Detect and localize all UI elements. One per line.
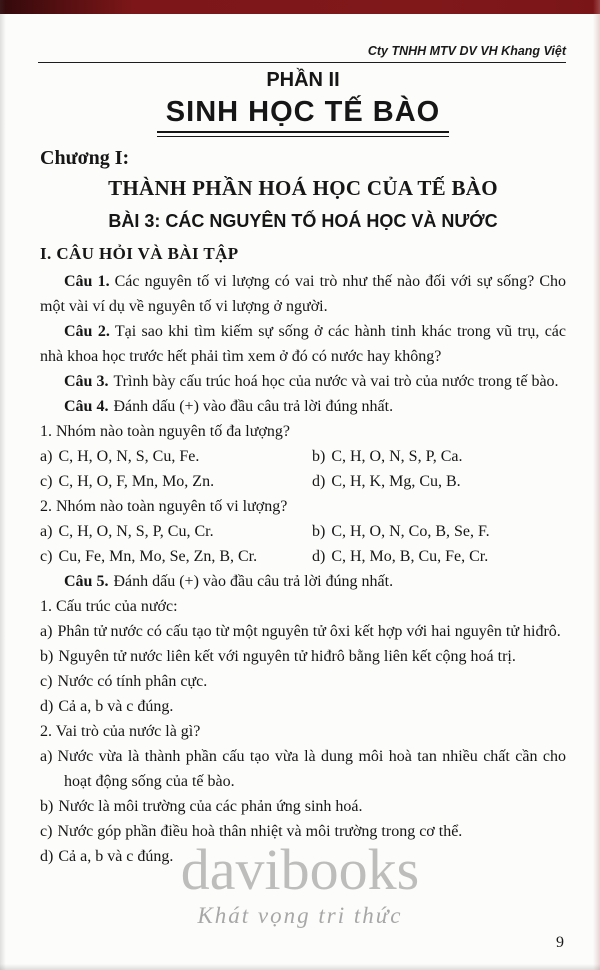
q5-sub1-option-d [40, 694, 566, 719]
option-c [40, 544, 312, 569]
left-page-edge [0, 0, 6, 970]
q5-sub1-option-a [40, 619, 566, 644]
section-heading: I. CÂU HỎI VÀ BÀI TẬP [40, 244, 239, 263]
option-d-label: d) [40, 698, 54, 715]
option-a [40, 444, 312, 469]
option-d [312, 544, 488, 569]
question-3 [40, 369, 566, 394]
option-c-label: c) [40, 823, 53, 840]
option-b-label: b) [312, 448, 326, 465]
question-5-sub-1: 1. Cấu trúc của nước: [40, 598, 178, 615]
option-c-text: Nước góp phần điều hoà thân nhiệt và môi trường trong cơ thể. [57, 823, 463, 840]
watermark-brand: davibooks [180, 837, 420, 902]
chapter-label: Chương I: [40, 147, 130, 169]
top-binding-strip [0, 0, 600, 14]
question-1-text: Các nguyên tố vi lượng có vai trò như thế nào đối với sự sống? Cho một vài ví dụ về nguyên tố vi lượng ở người. [40, 273, 567, 315]
option-a-text: C, H, O, N, S, P, Cu, Cr. [58, 523, 214, 540]
question-5-text: Đánh dấu (+) vào đầu câu trả lời đúng nhất. [113, 573, 394, 590]
option-d-label: d) [312, 548, 326, 565]
question-2 [40, 319, 566, 369]
bottom-page-edge [0, 964, 600, 970]
option-b-text: Nguyên tử nước liên kết với nguyên tử hiđrô bằng liên kết cộng hoá trị. [58, 648, 516, 665]
q5-sub2-option-a [40, 744, 566, 794]
running-header [38, 44, 566, 63]
option-c-text: Nước có tính phân cực. [57, 673, 208, 690]
q5-sub1-option-b [40, 644, 566, 669]
question-list [40, 269, 566, 869]
q5-sub1-option-c [40, 669, 566, 694]
question-4-label: Câu 4. [64, 398, 109, 415]
question-4-sub2-options-row-2 [40, 544, 566, 569]
option-b-text: C, H, O, N, Co, B, Se, F. [331, 523, 490, 540]
option-d-text: C, H, K, Mg, Cu, B. [331, 473, 461, 490]
question-1 [40, 269, 566, 319]
part-title: SINH HỌC TẾ BÀO [165, 96, 441, 128]
question-5-label: Câu 5. [64, 573, 109, 590]
option-b-label: b) [312, 523, 326, 540]
option-b [312, 519, 490, 544]
option-a-text: Phân tử nước có cấu tạo từ một nguyên tử ôxi kết hợp với hai nguyên tử hiđrô. [57, 623, 561, 640]
lesson-title: BÀI 3: CÁC NGUYÊN TỐ HOÁ HỌC VÀ NƯỚC [108, 211, 498, 231]
question-5 [40, 569, 566, 594]
question-3-label: Câu 3. [64, 373, 109, 390]
right-page-edge [593, 0, 600, 970]
question-2-text: Tại sao khi tìm kiếm sự sống ở các hành tinh khác trong vũ trụ, các nhà khoa học trước hết phải tìm xem ở đó có nước hay không? [40, 323, 567, 365]
option-d-text: C, H, Mo, B, Cu, Fe, Cr. [331, 548, 489, 565]
page-content [40, 68, 566, 869]
option-b-text: Nước là môi trường của các phản ứng sinh hoá. [58, 798, 363, 815]
option-c-label: c) [40, 673, 53, 690]
option-a-text: C, H, O, N, S, Cu, Fe. [58, 448, 200, 465]
option-d-text: Cả a, b và c đúng. [58, 698, 174, 715]
option-b-text: C, H, O, N, S, P, Ca. [331, 448, 463, 465]
option-d [312, 469, 461, 494]
option-a [40, 519, 312, 544]
q5-sub2-option-c [40, 819, 566, 844]
q5-sub2-option-d [40, 844, 566, 869]
option-a-label: a) [40, 448, 53, 465]
publisher-name: Cty TNHH MTV DV VH Khang Việt [367, 44, 566, 58]
watermark-slogan: Khát vọng tri thức [197, 903, 403, 928]
chapter-title: THÀNH PHẦN HOÁ HỌC CỦA TẾ BÀO [108, 176, 498, 200]
question-4-sub-2: 2. Nhóm nào toàn nguyên tố vi lượng? [40, 498, 288, 515]
option-d-text: Cả a, b và c đúng. [58, 848, 174, 865]
question-5-sub-2: 2. Vai trò của nước là gì? [40, 723, 201, 740]
option-c [40, 469, 312, 494]
question-4-text: Đánh dấu (+) vào đầu câu trả lời đúng nhất. [113, 398, 394, 415]
question-4 [40, 394, 566, 419]
page-number: 9 [556, 934, 564, 951]
option-c-label: c) [40, 473, 53, 490]
question-4-sub1-options-row-1 [40, 444, 566, 469]
question-2-label: Câu 2. [64, 323, 110, 340]
option-d-label: d) [312, 473, 326, 490]
option-a-label: a) [40, 748, 53, 765]
part-label: PHẦN II [266, 69, 340, 91]
question-3-text: Trình bày cấu trúc hoá học của nước và vai trò của nước trong tế bào. [113, 373, 559, 390]
option-b-label: b) [40, 648, 54, 665]
option-c-text: C, H, O, F, Mn, Mo, Zn. [58, 473, 215, 490]
option-a-label: a) [40, 523, 53, 540]
option-c-label: c) [40, 548, 53, 565]
option-a-label: a) [40, 623, 53, 640]
question-1-label: Câu 1. [64, 273, 110, 290]
q5-sub2-option-b [40, 794, 566, 819]
question-4-sub1-options-row-2 [40, 469, 566, 494]
option-b [312, 444, 462, 469]
double-rule [157, 131, 449, 137]
option-c-text: Cu, Fe, Mn, Mo, Se, Zn, B, Cr. [58, 548, 258, 565]
option-a-text: Nước vừa là thành phần cấu tạo vừa là dung môi hoà tan nhiều chất cần cho hoạt động sống của tế bào. [57, 748, 566, 790]
question-4-sub-1: 1. Nhóm nào toàn nguyên tố đa lượng? [40, 423, 290, 440]
question-4-sub2-options-row-1 [40, 519, 566, 544]
option-d-label: d) [40, 848, 54, 865]
option-b-label: b) [40, 798, 54, 815]
